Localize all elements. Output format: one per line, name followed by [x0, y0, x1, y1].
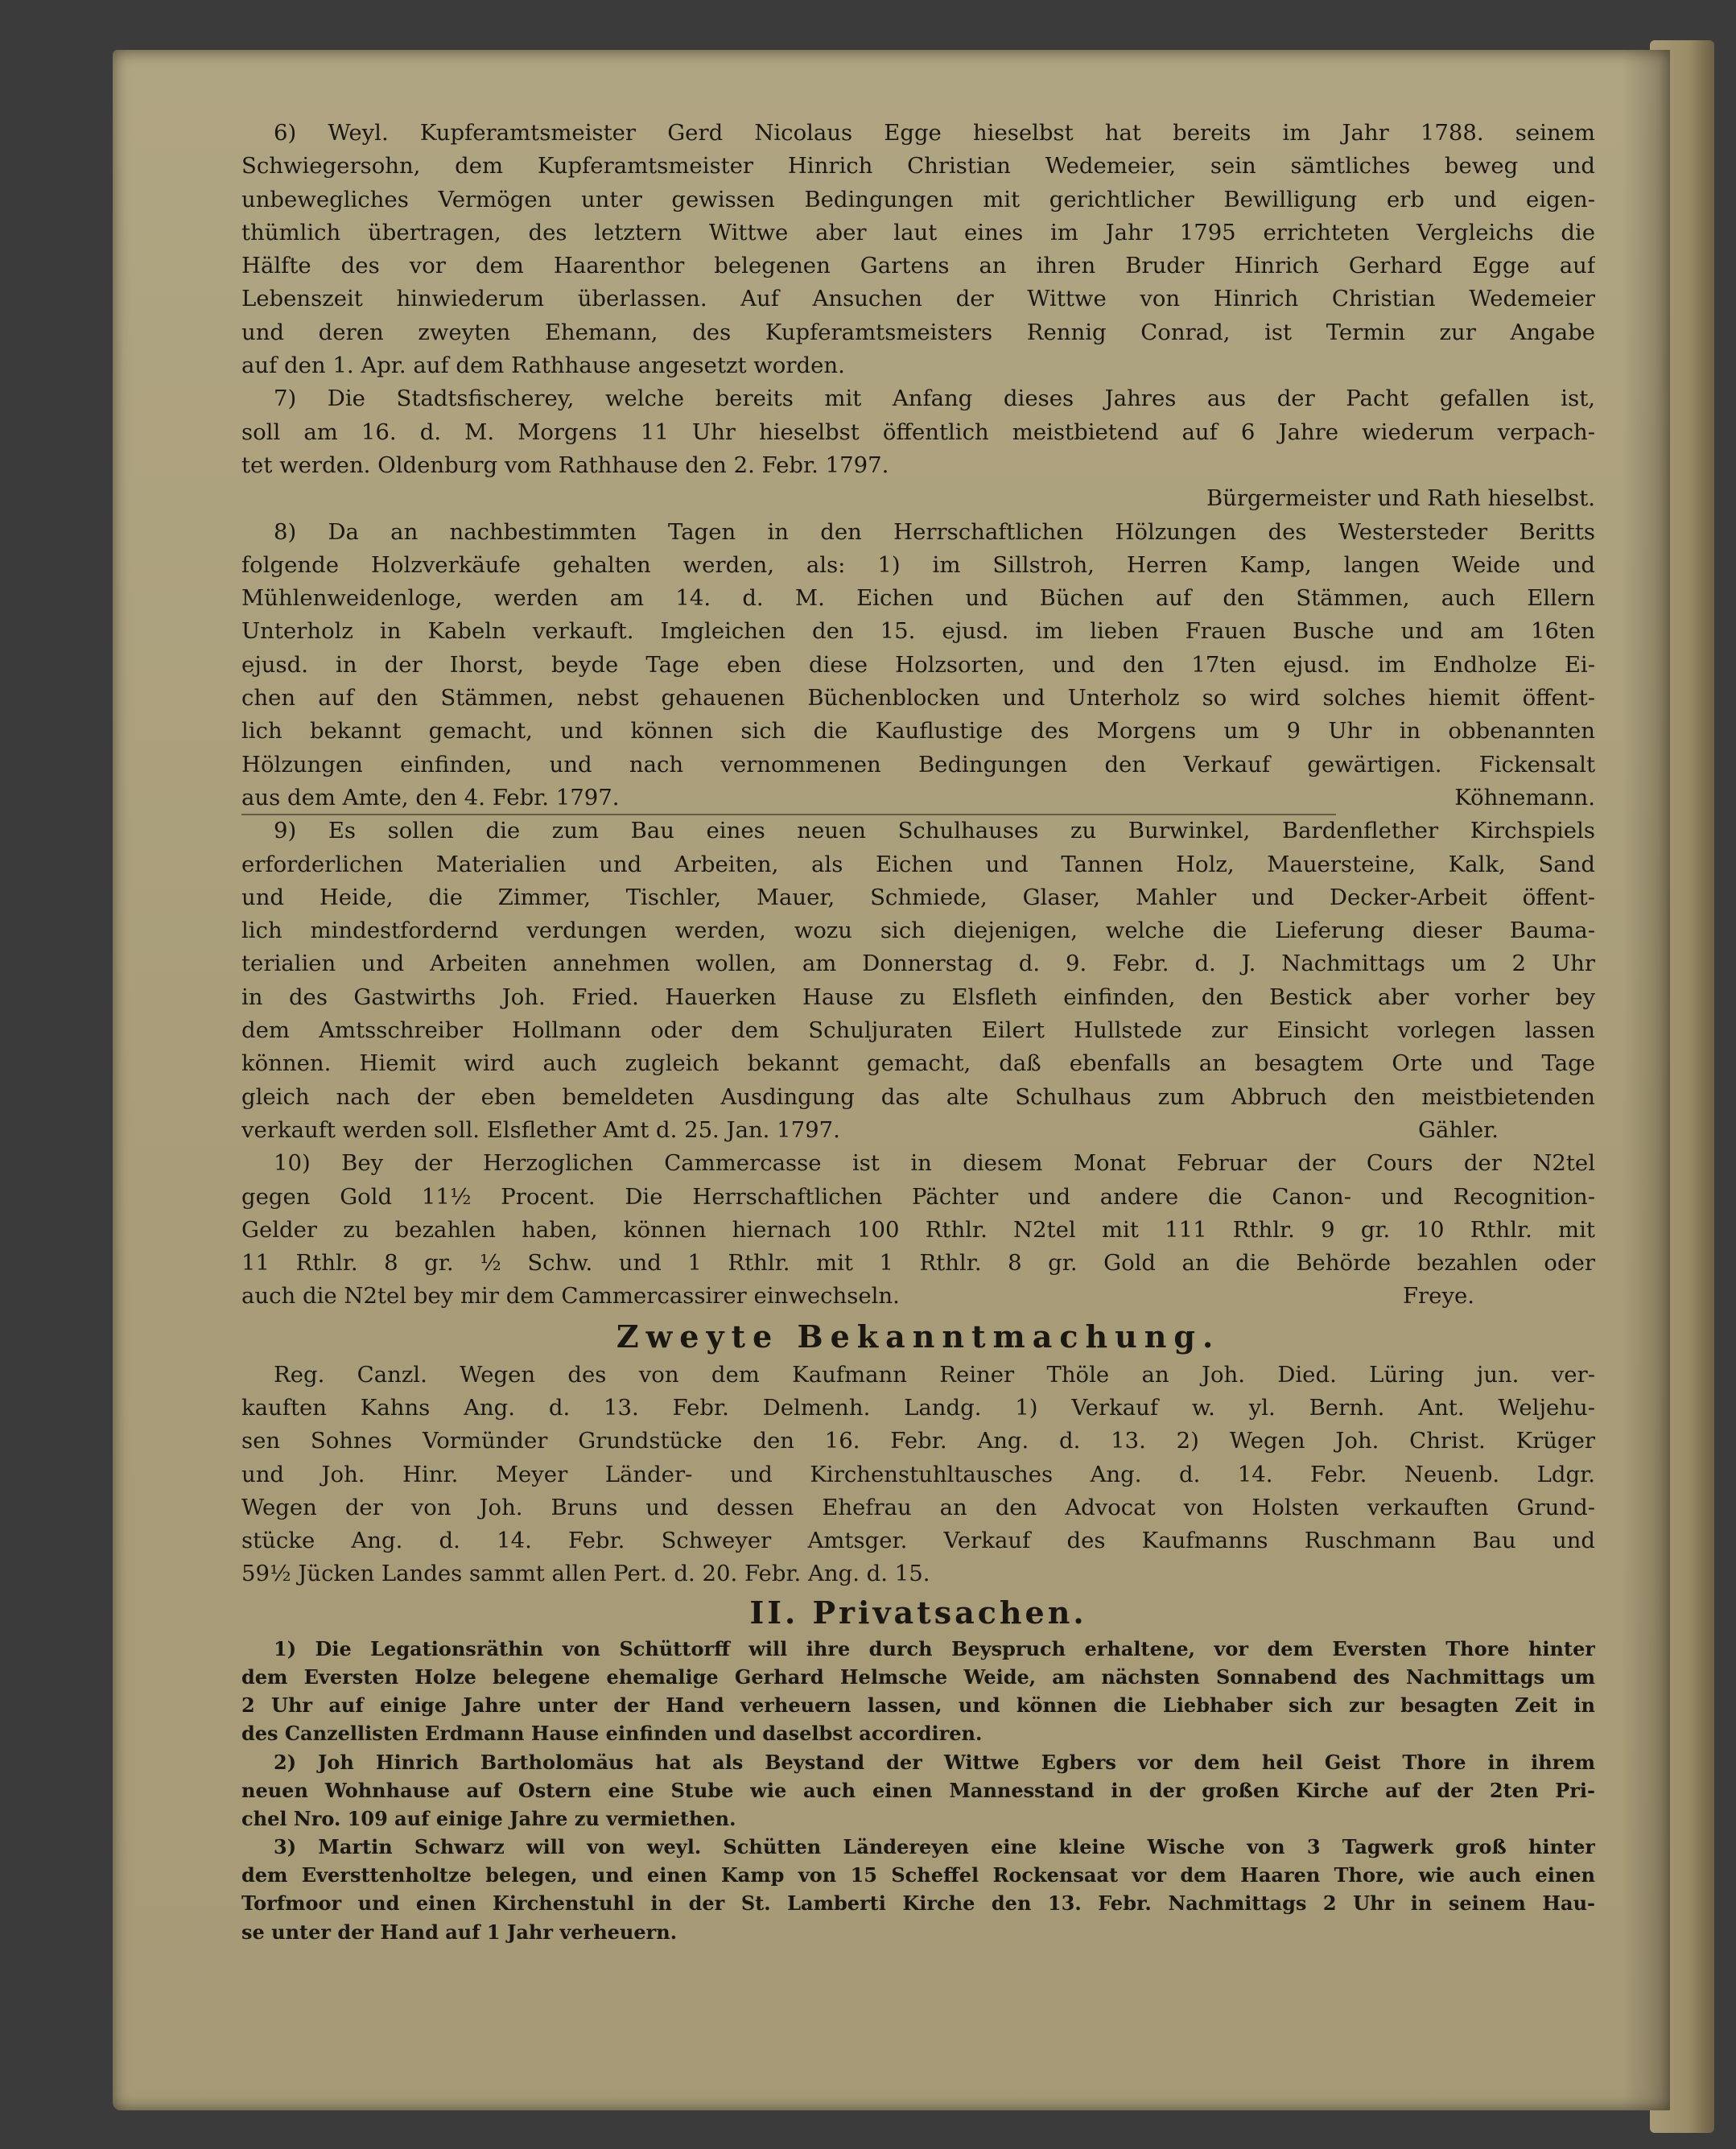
text-line: Hölzungen einfinden, und nach vernommenen Bedingungen den Verkauf gewärtigen. Fickensalt [241, 751, 1595, 778]
text-line: Torfmoor und einen Kirchenstuhl in der St. Lamberti Kirche den 13. Febr. Nachmittags 2 Uhr in seinem Hau- [241, 1891, 1595, 1916]
text-line: kauften Kahns Ang. d. 13. Febr. Delmenh. Landg. 1) Verkauf w. yl. Bernh. Ant. Weljehu- [241, 1394, 1595, 1421]
notices-block [241, 117, 1595, 1314]
text-line: soll am 16. d. M. Morgens 11 Uhr hieselbst öffentlich meistbietend auf 6 Jahre wiederum verpach- [241, 419, 1595, 445]
private-notices-block [241, 1635, 1595, 1946]
text-line: und deren zweyten Ehemann, des Kupferamtsmeisters Rennig Conrad, ist Termin zur Angabe [241, 319, 1595, 345]
text-line: und Joh. Hinr. Meyer Länder- und Kirchenstuhltausches Ang. d. 14. Febr. Neuenb. Ldgr. [241, 1461, 1595, 1487]
signature-line: Köhnemann. [1454, 784, 1595, 811]
text-line: dem Eversttenholtze belegen, und einen Kamp von 15 Scheffel Rockensaat vor dem Haaren Thore, wie auch einen [241, 1863, 1595, 1887]
text-line: Reg. Canzl. Wegen des von dem Kaufmann Reiner Thöle an Joh. Died. Lüring jun. ver- [274, 1361, 1595, 1388]
text-line: unbewegliches Vermögen unter gewissen Bedingungen mit gerichtlicher Bewilligung erb und eigen- [241, 186, 1595, 212]
signature-line: Freye. [1402, 1283, 1474, 1310]
text-line: ejusd. in der Ihorst, beyde Tage eben diese Holzsorten, und den 17ten ejusd. im Endholze Ei- [241, 651, 1595, 678]
text-line: chen auf den Stämmen, nebst gehauenen Büchenblocken und Unterholz so wird solches hiemit öffent- [241, 685, 1595, 712]
text-line: stücke Ang. d. 14. Febr. Schweyer Amtsger. Verkauf des Kaufmanns Ruschmann Bau und [241, 1528, 1595, 1554]
signature-line: Bürgermeister und Rath hieselbst. [1206, 485, 1595, 512]
text-line: 3) Martin Schwarz will von weyl. Schütten Ländereyen eine kleine Wische von 3 Tagwerk groß hinter [274, 1835, 1595, 1859]
text-line: 1) Die Legationsräthin von Schüttorff will ihre durch Beyspruch erhaltene, vor dem Eversten Thore hinter [274, 1636, 1595, 1660]
text-line: 11 Rthlr. 8 gr. ½ Schw. und 1 Rthlr. mit 1 Rthlr. 8 gr. Gold an die Behörde bezahlen oder [241, 1250, 1595, 1277]
text-line: Unterholz in Kabeln verkauft. Imgleichen den 15. ejusd. im lieben Frauen Busche und am 16ten [241, 618, 1595, 645]
text-line: tet werden. Oldenburg vom Rathhause den 2. Febr. 1797. [241, 452, 889, 478]
text-line: Mühlenweidenloge, werden am 14. d. M. Eichen und Büchen auf den Stämmen, auch Ellern [241, 585, 1595, 612]
text-line: Hälfte des vor dem Haarenthor belegenen Gartens an ihren Bruder Hinrich Gerhard Egge auf [241, 253, 1595, 279]
text-line: auf den 1. Apr. auf dem Rathhause angesetzt worden. [241, 353, 845, 379]
text-line: auch die N2tel bey mir dem Cammercassirer einwechseln. [241, 1283, 900, 1310]
section-heading: II. Privatsachen. [749, 1594, 1087, 1631]
text-line: Schwiegersohn, dem Kupferamtsmeister Hinrich Christian Wedemeier, sein sämtliches beweg und [241, 153, 1595, 179]
text-line: 10) Bey der Herzoglichen Cammercasse ist in diesem Monat Februar der Cours der N2tel [274, 1150, 1595, 1177]
text-line: 59½ Jücken Landes sammt allen Pert. d. 20. Febr. Ang. d. 15. [241, 1561, 930, 1587]
text-line: aus dem Amte, den 4. Febr. 1797. [241, 784, 620, 811]
text-line: 7) Die Stadtsfischerey, welche bereits mit Anfang dieses Jahres aus der Pacht gefallen ist, [274, 386, 1595, 412]
text-line: 2 Uhr auf einige Jahre unter der Hand verheuern lassen, und können die Liebhaber sich zur besagten Zeit in [241, 1693, 1595, 1718]
section-heading: Zweyte Bekanntmachung. [616, 1318, 1221, 1355]
text-line: erforderlichen Materialien und Arbeiten, als Eichen und Tannen Holz, Mauersteine, Kalk, Sand [241, 851, 1595, 877]
text-line: können. Hiemit wird auch zugleich bekannt gemacht, daß ebenfalls an besagtem Orte und Tage [241, 1050, 1595, 1077]
text-line: in des Gastwirths Joh. Fried. Hauerken Hause zu Elsfleth einfinden, den Bestick aber vorher bey [241, 984, 1595, 1010]
text-line: Lebenszeit hinwiederum überlassen. Auf Ansuchen der Wittwe von Hinrich Christian Wedemeier [241, 286, 1595, 312]
text-line: Gelder zu bezahlen haben, können hiernach 100 Rthlr. N2tel mit 111 Rthlr. 9 gr. 10 Rthlr. mit [241, 1216, 1595, 1243]
text-line: lich mindestfordernd verdungen werden, wozu sich diejenigen, welche die Lieferung dieser Bauma- [241, 918, 1595, 944]
text-line: gleich nach der eben bemeldeten Ausdingung das alte Schulhaus zum Abbruch den meistbietenden [241, 1083, 1595, 1110]
text-line: folgende Holzverkäufe gehalten werden, als: 1) im Sillstroh, Herren Kamp, langen Weide und [241, 551, 1595, 578]
text-line: thümlich übertragen, des letztern Wittwe aber laut eines im Jahr 1795 errichteten Vergleichs die [241, 219, 1595, 245]
text-line: verkauft werden soll. Elsflether Amt d. 25. Jan. 1797. [241, 1116, 840, 1143]
text-line: dem Amtsschreiber Hollmann oder dem Schuljuraten Eilert Hullstede zur Einsicht vorlegen lassen [241, 1017, 1595, 1044]
text-line: se unter der Hand auf 1 Jahr verheuern. [241, 1920, 678, 1944]
text-line: 6) Weyl. Kupferamtsmeister Gerd Nicolaus Egge hieselbst hat bereits im Jahr 1788. seinem [274, 120, 1595, 146]
text-line: lich bekannt gemacht, und können sich die Kauflustige des Morgens um 9 Uhr in obbenannten [241, 718, 1595, 745]
text-line: 9) Es sollen die zum Bau eines neuen Schulhauses zu Burwinkel, Bardenflether Kirchspiels [274, 818, 1595, 844]
text-line: neuen Wohnhause auf Ostern eine Stube wie auch einen Mannesstand in der großen Kirche auf der 2ten Pri- [241, 1778, 1595, 1802]
text-line: 2) Joh Hinrich Bartholomäus hat als Beystand der Wittwe Egbers vor dem heil Geist Thore in ihrem [274, 1750, 1595, 1774]
text-line: chel Nro. 109 auf einige Jahre zu vermiethen. [241, 1806, 736, 1830]
text-line: des Canzellisten Erdmann Hause einfinden und daselbst accordiren. [241, 1722, 983, 1746]
text-line: 8) Da an nachbestimmten Tagen in den Herrschaftlichen Hölzungen des Westersteder Beritts [274, 518, 1595, 545]
text-line: terialien und Arbeiten annehmen wollen, am Donnerstag d. 9. Febr. d. J. Nachmittags um 2 Uhr [241, 951, 1595, 977]
page-text [241, 117, 1595, 1946]
text-line: Wegen der von Joh. Bruns und dessen Ehefrau an den Advocat von Holsten verkauften Grund- [241, 1494, 1595, 1520]
text-line: und Heide, die Zimmer, Tischler, Mauer, Schmiede, Glaser, Mahler und Decker-Arbeit öffent- [241, 884, 1595, 910]
signature-line: Gähler. [1417, 1116, 1499, 1143]
court-notices-block [241, 1359, 1595, 1591]
text-line: gegen Gold 11½ Procent. Die Herrschaftlichen Pächter und andere die Canon- und Recognition- [241, 1183, 1595, 1210]
text-line: dem Eversten Holze belegene ehemalige Gerhard Helmsche Weide, am nächsten Sonnabend des Nachmittags um [241, 1664, 1595, 1689]
text-line: sen Sohnes Vormünder Grundstücke den 16. Febr. Ang. d. 13. 2) Wegen Joh. Christ. Krüger [241, 1428, 1595, 1454]
